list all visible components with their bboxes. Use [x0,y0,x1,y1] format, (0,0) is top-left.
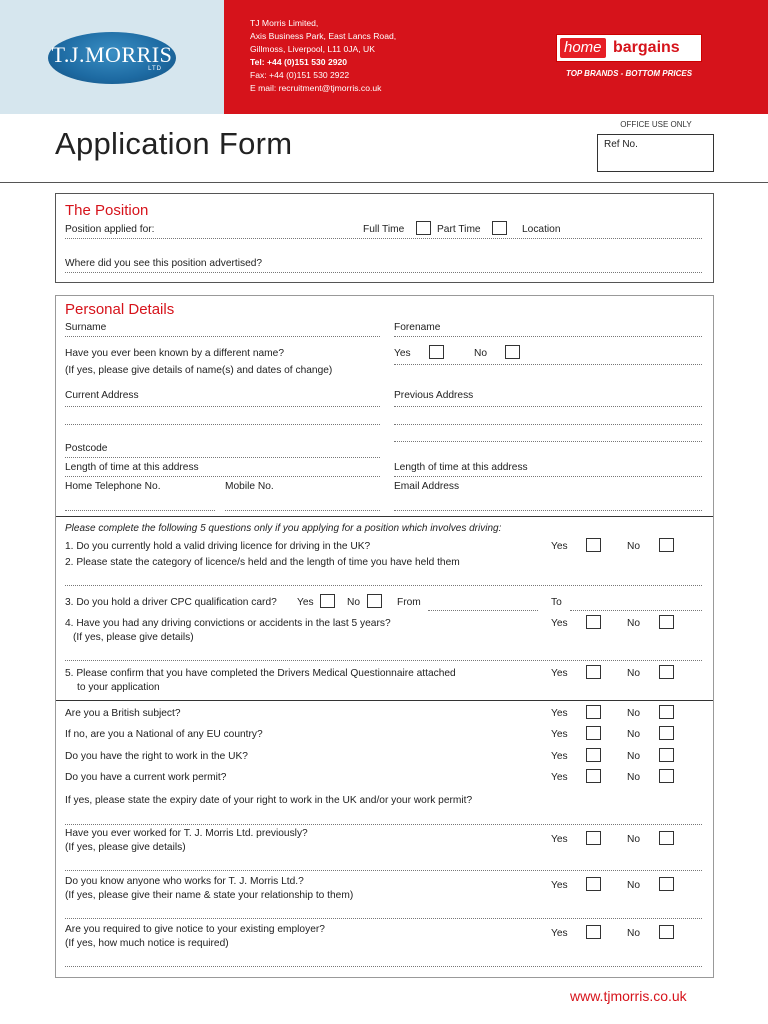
permit-no-checkbox[interactable] [659,769,674,783]
eu-yes-label: Yes [551,729,568,740]
home-bargains-logo: home bargains [556,34,702,62]
office-use-label: OFFICE USE ONLY [620,120,692,129]
eu-yes-checkbox[interactable] [586,726,601,740]
permit-yes-checkbox[interactable] [586,769,601,783]
expiry-label: If yes, please state the expiry date of your right to work in the UK and/or your work permit? [65,795,473,806]
driving-intro: Please complete the following 5 questions only if you applying for a position which involves driving: [65,523,502,534]
q5-no-checkbox[interactable] [659,665,674,679]
q1-label: 1. Do you currently hold a valid driving licence for driving in the UK? [65,541,371,552]
know-line[interactable] [65,918,702,919]
notice-yes-label: Yes [551,928,568,939]
right-uk-yes-label: Yes [551,751,568,762]
notice-no-checkbox[interactable] [659,925,674,939]
advertised-line[interactable] [65,272,702,273]
forename-line[interactable] [394,336,702,337]
eligibility-divider [56,700,713,701]
diff-name-no-checkbox[interactable] [505,345,520,359]
current-address-line-1[interactable] [65,406,380,407]
q4-yes-checkbox[interactable] [586,615,601,629]
position-applied-label: Position applied for: [65,224,155,235]
q5-note: to your application [77,682,160,693]
q1-no-label: No [627,541,641,552]
company-address: TJ Morris Limited, Axis Business Park, East Lancs Road, Gillmoss, Liverpool, L11 0JA, UK Tel: +44 (0)151 530 2920 Fax: +44 (0)151 530 2922 E mail: recruitment@tjmorris.co.uk [250,18,397,93]
know-yes-checkbox[interactable] [586,877,601,891]
q4-label: 4. Have you had any driving convictions or accidents in the last 5 years? [65,618,391,629]
advertised-label: Where did you see this position advertised? [65,258,263,269]
worked-label: Have you ever worked for T. J. Morris Ltd. previously? [65,828,308,839]
forename-label: Forename [394,322,441,333]
know-no-label: No [627,880,641,891]
current-address-label: Current Address [65,390,139,401]
q3-label: 3. Do you hold a driver CPC qualification card? [65,597,277,608]
right-uk-yes-checkbox[interactable] [586,748,601,762]
email-label: Email Address [394,481,460,492]
q5-no-label: No [627,668,641,679]
home-tel-label: Home Telephone No. [65,481,161,492]
q4-line[interactable] [65,660,702,661]
previous-address-line-2[interactable] [394,424,702,425]
mobile-line[interactable] [225,510,380,511]
british-yes-label: Yes [551,708,568,719]
location-label: Location [522,224,561,235]
notice-note: (If yes, how much notice is required) [65,938,229,949]
permit-no-label: No [627,772,641,783]
position-line[interactable] [65,238,702,239]
position-section [55,193,714,283]
q1-yes-checkbox[interactable] [586,538,601,552]
diff-name-note: (If yes, please give details of name(s) and dates of change) [65,365,333,376]
worked-yes-checkbox[interactable] [586,831,601,845]
q2-line[interactable] [65,585,702,586]
q3-to-label: To [551,597,562,608]
length-current-label: Length of time at this address [65,462,199,473]
worked-no-label: No [627,834,641,845]
british-yes-checkbox[interactable] [586,705,601,719]
eu-no-label: No [627,729,641,740]
q1-yes-label: Yes [551,541,568,552]
q3-yes-label: Yes [297,597,314,608]
q4-yes-label: Yes [551,618,568,629]
q3-no-checkbox[interactable] [367,594,382,608]
personal-details-section [55,295,714,978]
eu-label: If no, are you a National of any EU country? [65,729,263,740]
expiry-line[interactable] [65,824,702,825]
q1-no-checkbox[interactable] [659,538,674,552]
tj-morris-logo: T.J.MORRIS LTD [48,32,176,84]
full-time-label: Full Time [363,224,405,235]
q3-to-line[interactable] [570,610,702,611]
email-line[interactable] [394,510,702,511]
right-uk-no-label: No [627,751,641,762]
surname-label: Surname [65,322,107,333]
notice-no-label: No [627,928,641,939]
q3-yes-checkbox[interactable] [320,594,335,608]
worked-line[interactable] [65,870,702,871]
british-label: Are you a British subject? [65,708,181,719]
position-title: The Position [65,202,149,219]
diff-name-yes-label: Yes [394,348,411,359]
driving-divider [56,516,713,517]
previous-address-line-1[interactable] [394,406,702,407]
know-label: Do you know anyone who works for T. J. Morris Ltd.? [65,876,304,887]
q5-yes-label: Yes [551,668,568,679]
worked-yes-label: Yes [551,834,568,845]
q5-yes-checkbox[interactable] [586,665,601,679]
eu-no-checkbox[interactable] [659,726,674,740]
previous-address-label: Previous Address [394,390,474,401]
header-right-panel [224,0,768,114]
length-current-line[interactable] [65,476,380,477]
ref-no-field[interactable]: Ref No. [597,134,714,172]
worked-no-checkbox[interactable] [659,831,674,845]
right-uk-no-checkbox[interactable] [659,748,674,762]
length-previous-line[interactable] [394,476,702,477]
postcode-label: Postcode [65,443,108,454]
postcode-line[interactable] [65,457,380,458]
full-time-checkbox[interactable] [416,221,431,235]
know-yes-label: Yes [551,880,568,891]
tagline: TOP BRANDS - BOTTOM PRICES [565,69,693,78]
page-title: Application Form [55,126,293,161]
mobile-label: Mobile No. [225,481,274,492]
header-left-panel [0,0,224,114]
notice-line[interactable] [65,966,702,967]
worked-note: (If yes, please give details) [65,842,186,853]
right-uk-label: Do you have the right to work in the UK? [65,751,248,762]
home-tel-line[interactable] [65,510,215,511]
diff-name-label: Have you ever been known by a different name? [65,348,284,359]
permit-label: Do you have a current work permit? [65,772,227,783]
q3-from-label: From [397,597,421,608]
footer-website[interactable]: www.tjmorris.co.uk [570,988,687,1004]
title-divider [0,182,768,183]
previous-address-line-3[interactable] [394,441,702,442]
british-no-label: No [627,708,641,719]
q4-note: (If yes, please give details) [73,632,194,643]
part-time-checkbox[interactable] [492,221,507,235]
british-no-checkbox[interactable] [659,705,674,719]
length-previous-label: Length of time at this address [394,462,528,473]
notice-yes-checkbox[interactable] [586,925,601,939]
know-note: (If yes, please give their name & state your relationship to them) [65,890,354,901]
surname-line[interactable] [65,336,380,337]
permit-yes-label: Yes [551,772,568,783]
diff-name-yes-checkbox[interactable] [429,345,444,359]
part-time-label: Part Time [437,224,481,235]
notice-label: Are you required to give notice to your existing employer? [65,924,325,935]
diff-name-no-label: No [474,348,488,359]
personal-title: Personal Details [65,301,175,318]
current-address-line-2[interactable] [65,424,380,425]
q5-label: 5. Please confirm that you have completed the Drivers Medical Questionnaire attached [65,668,456,679]
know-no-checkbox[interactable] [659,877,674,891]
diff-name-line[interactable] [394,364,702,365]
q3-from-line[interactable] [428,610,538,611]
q4-no-label: No [627,618,641,629]
q2-label: 2. Please state the category of licence/s held and the length of time you have held them [65,557,460,568]
q3-no-label: No [347,597,361,608]
q4-no-checkbox[interactable] [659,615,674,629]
